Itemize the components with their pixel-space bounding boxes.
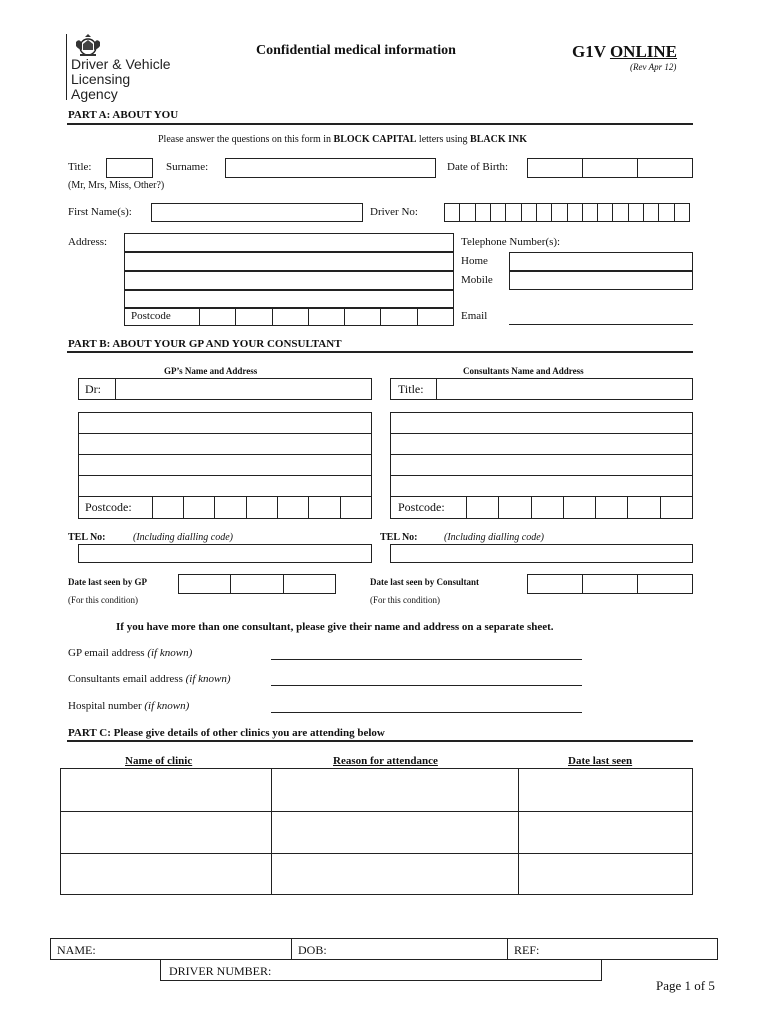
consultant-last-seen-field[interactable] xyxy=(527,574,693,594)
consultant-email-label xyxy=(68,674,231,685)
gp-dr-row[interactable] xyxy=(78,378,372,400)
agency-line-1: Driver & Vehicle xyxy=(71,56,171,72)
part-a-instruction xyxy=(158,135,527,145)
page-number: Page 1 of 5 xyxy=(656,978,715,993)
home-label: Home xyxy=(461,255,488,267)
consultant-address-line-3[interactable] xyxy=(390,454,693,476)
part-b-rule xyxy=(67,351,693,353)
gp-dr-divider xyxy=(115,378,116,400)
email-label: Email xyxy=(461,310,488,322)
address-line-2[interactable] xyxy=(124,252,454,271)
gp-tel-label: TEL No: xyxy=(68,532,106,543)
first-names-label: First Name(s): xyxy=(68,206,132,218)
part-b-heading: PART B: ABOUT YOUR GP AND YOUR CONSULTANT xyxy=(68,338,342,350)
clinics-table xyxy=(60,768,693,895)
consultant-title-divider xyxy=(436,378,437,400)
address-label: Address: xyxy=(68,236,108,248)
gp-tel-hint: (Including dialling code) xyxy=(133,532,233,543)
form-code-number: G1V xyxy=(572,42,606,61)
hospital-number-label-text: Hospital number xyxy=(68,700,142,712)
gp-heading: GP’s Name and Address xyxy=(164,366,258,376)
more-consultants-note: If you have more than one consultant, please give their name and address on a separate sheet. xyxy=(116,621,554,633)
table-row[interactable] xyxy=(61,854,692,894)
title-label: Title: xyxy=(68,161,92,173)
gp-tel-field[interactable] xyxy=(78,544,372,563)
gp-email-line[interactable] xyxy=(271,659,582,660)
agency-line-3: Agency xyxy=(71,86,118,102)
mobile-phone-field[interactable] xyxy=(509,271,693,290)
part-a-rule xyxy=(67,123,693,125)
address-line-1[interactable] xyxy=(124,233,454,252)
consultant-email-label-text: Consultants email address xyxy=(68,673,183,685)
address-postcode-label: Postcode xyxy=(131,310,171,322)
title-field[interactable] xyxy=(106,158,153,178)
clinic-col-header-name: Name of clinic xyxy=(125,755,193,767)
gp-last-seen-hint: (For this condition) xyxy=(68,595,138,605)
agency-line-2: Licensing xyxy=(71,71,131,87)
gp-address-line-2[interactable] xyxy=(78,433,372,455)
driver-no-field[interactable] xyxy=(444,203,690,222)
instruction-black-ink: BLACK INK xyxy=(470,134,527,145)
crest-logo xyxy=(74,34,102,58)
footer-driver-number-box[interactable] xyxy=(160,959,602,981)
gp-dr-label: Dr: xyxy=(85,382,101,396)
footer-divider-1 xyxy=(291,939,292,959)
footer-id-box xyxy=(50,938,718,960)
gp-last-seen-label: Date last seen by GP xyxy=(68,577,147,587)
consultant-tel-field[interactable] xyxy=(390,544,693,563)
surname-label: Surname: xyxy=(166,161,209,173)
hospital-number-line[interactable] xyxy=(271,712,582,713)
gp-last-seen-field[interactable] xyxy=(178,574,336,594)
gp-address-line-3[interactable] xyxy=(78,454,372,476)
address-postcode-row[interactable] xyxy=(124,307,454,326)
form-code-online: ONLINE xyxy=(609,42,678,61)
table-row[interactable] xyxy=(61,812,692,853)
table-row[interactable] xyxy=(61,769,692,811)
part-c-heading: PART C: Please give details of other clinics you are attending below xyxy=(68,727,385,739)
consultant-heading: Consultants Name and Address xyxy=(463,366,584,376)
consultant-postcode-label: Postcode: xyxy=(398,500,445,514)
first-names-field[interactable] xyxy=(151,203,363,222)
dob-label: Date of Birth: xyxy=(447,161,509,173)
consultant-email-hint: (if known) xyxy=(185,673,231,685)
consultant-title-label: Title: xyxy=(398,382,424,396)
clinic-col-header-date: Date last seen xyxy=(568,755,633,767)
driver-no-label: Driver No: xyxy=(370,206,418,218)
instruction-text-mid: letters using xyxy=(416,134,471,145)
form-title: Confidential medical information xyxy=(256,43,456,58)
consultant-tel-hint: (Including dialling code) xyxy=(444,532,544,543)
footer-driver-number-label: DRIVER NUMBER: xyxy=(169,964,272,978)
telephone-label: Telephone Number(s): xyxy=(461,236,561,248)
consultant-email-line[interactable] xyxy=(271,685,582,686)
revision-note: (Rev Apr 12) xyxy=(630,62,677,72)
logo-divider xyxy=(66,34,67,100)
hospital-number-hint: (if known) xyxy=(144,700,190,712)
consultant-address-line-2[interactable] xyxy=(390,433,693,455)
surname-field[interactable] xyxy=(225,158,436,178)
consultant-tel-label: TEL No: xyxy=(380,532,418,543)
hospital-number-label xyxy=(68,701,189,712)
gp-email-label xyxy=(68,648,192,659)
footer-ref-label: REF: xyxy=(514,943,540,957)
consultant-last-seen-hint: (For this condition) xyxy=(370,595,440,605)
footer-name-label: NAME: xyxy=(57,943,96,957)
address-line-3[interactable] xyxy=(124,271,454,290)
footer-dob-label: DOB: xyxy=(298,943,327,957)
agency-name xyxy=(71,57,171,102)
gp-address-line-4[interactable] xyxy=(78,475,372,497)
form-code xyxy=(572,43,677,60)
gp-address-line-1[interactable] xyxy=(78,412,372,434)
gp-postcode-label: Postcode: xyxy=(85,500,132,514)
consultant-last-seen-label: Date last seen by Consultant xyxy=(370,577,480,587)
email-line[interactable] xyxy=(509,324,693,325)
footer-divider-2 xyxy=(507,939,508,959)
instruction-block-capital: BLOCK CAPITAL xyxy=(333,134,417,145)
clinic-col-header-reason: Reason for attendance xyxy=(333,755,438,767)
dob-field[interactable] xyxy=(527,158,693,178)
consultant-address-line-4[interactable] xyxy=(390,475,693,497)
mobile-label: Mobile xyxy=(461,274,493,286)
title-hint: (Mr, Mrs, Miss, Other?) xyxy=(68,180,165,191)
gp-email-label-text: GP email address xyxy=(68,647,145,659)
gp-email-hint: (if known) xyxy=(147,647,193,659)
instruction-text: Please answer the questions on this form in xyxy=(158,134,334,145)
part-a-heading: PART A: ABOUT YOU xyxy=(68,109,179,121)
consultant-address-line-1[interactable] xyxy=(390,412,693,434)
home-phone-field[interactable] xyxy=(509,252,693,271)
part-c-rule xyxy=(67,740,693,742)
